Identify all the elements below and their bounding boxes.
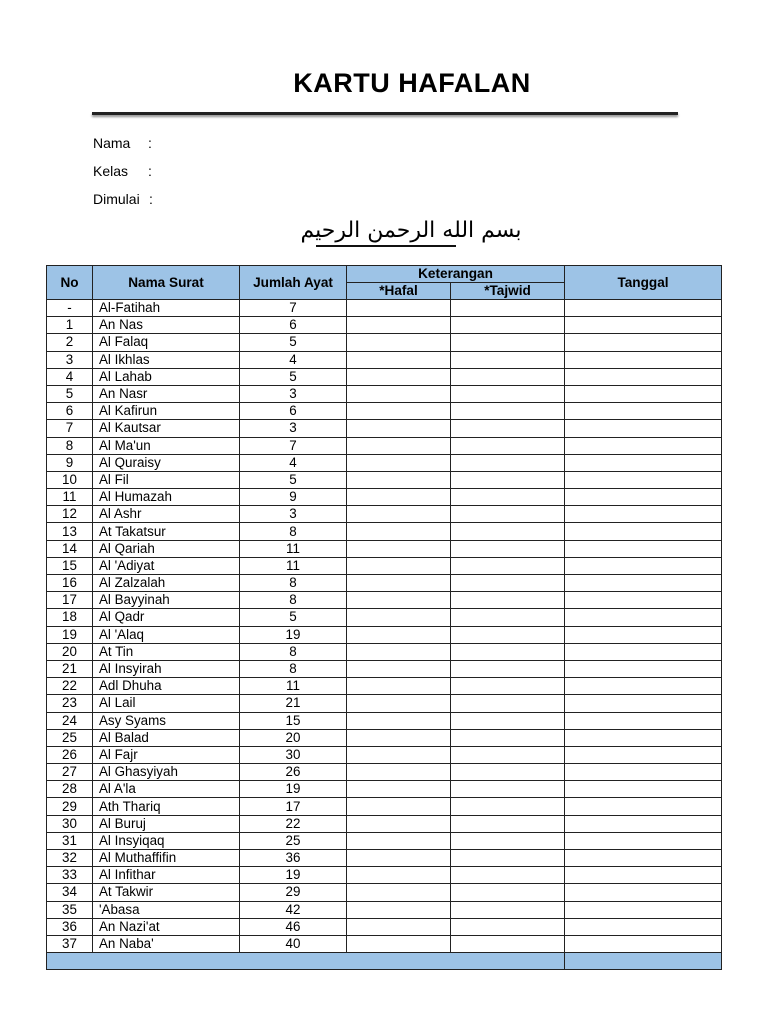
row-tajwid-cell: [451, 540, 565, 557]
row-no: 10: [47, 471, 93, 488]
row-no: 26: [47, 746, 93, 763]
table-row: [47, 403, 722, 420]
row-tanggal-cell: [565, 884, 722, 901]
row-no: 7: [47, 420, 93, 437]
table-row: [47, 437, 722, 454]
row-hafal-cell: [347, 781, 451, 798]
row-tajwid-cell: [451, 351, 565, 368]
row-tanggal-cell: [565, 695, 722, 712]
row-surah-name: Al Muthaffifin: [93, 850, 240, 867]
row-tanggal-cell: [565, 643, 722, 660]
row-tajwid-cell: [451, 575, 565, 592]
row-tanggal-cell: [565, 489, 722, 506]
row-hafal-cell: [347, 489, 451, 506]
row-ayat-count: 25: [240, 832, 347, 849]
row-hafal-cell: [347, 764, 451, 781]
row-no: 34: [47, 884, 93, 901]
row-ayat-count: 4: [240, 351, 347, 368]
row-no: 17: [47, 592, 93, 609]
row-hafal-cell: [347, 884, 451, 901]
row-tajwid-cell: [451, 523, 565, 540]
table-row: [47, 351, 722, 368]
row-no: 15: [47, 557, 93, 574]
table-row: [47, 712, 722, 729]
row-hafal-cell: [347, 746, 451, 763]
row-tanggal-cell: [565, 403, 722, 420]
table-row: [47, 317, 722, 334]
row-tanggal-cell: [565, 850, 722, 867]
row-ayat-count: 3: [240, 506, 347, 523]
row-hafal-cell: [347, 901, 451, 918]
row-hafal-cell: [347, 850, 451, 867]
row-hafal-cell: [347, 575, 451, 592]
row-hafal-cell: [347, 626, 451, 643]
row-surah-name: Al Ikhlas: [93, 351, 240, 368]
row-tanggal-cell: [565, 300, 722, 317]
table-row: [47, 557, 722, 574]
row-hafal-cell: [347, 695, 451, 712]
row-tajwid-cell: [451, 781, 565, 798]
row-tanggal-cell: [565, 764, 722, 781]
row-ayat-count: 46: [240, 918, 347, 935]
row-ayat-count: 3: [240, 420, 347, 437]
row-hafal-cell: [347, 712, 451, 729]
row-tajwid-cell: [451, 506, 565, 523]
row-no: 35: [47, 901, 93, 918]
page-title: KARTU HAFALAN: [293, 68, 531, 98]
row-hafal-cell: [347, 351, 451, 368]
row-tanggal-cell: [565, 918, 722, 935]
row-surah-name: At Tin: [93, 643, 240, 660]
row-surah-name: Al Insyirah: [93, 660, 240, 677]
row-surah-name: Al Balad: [93, 729, 240, 746]
row-surah-name: Asy Syams: [93, 712, 240, 729]
row-no: 27: [47, 764, 93, 781]
row-hafal-cell: [347, 300, 451, 317]
row-hafal-cell: [347, 523, 451, 540]
table-row: [47, 575, 722, 592]
row-no: 25: [47, 729, 93, 746]
row-ayat-count: 9: [240, 489, 347, 506]
table-row: [47, 592, 722, 609]
table-header: [47, 266, 722, 300]
row-tanggal-cell: [565, 317, 722, 334]
row-surah-name: Al 'Alaq: [93, 626, 240, 643]
row-ayat-count: 7: [240, 300, 347, 317]
row-tanggal-cell: [565, 626, 722, 643]
row-surah-name: Al 'Adiyat: [93, 557, 240, 574]
table-footer: [47, 953, 722, 970]
row-ayat-count: 6: [240, 403, 347, 420]
field-label-kelas: Kelas: [93, 163, 129, 179]
table-row: [47, 764, 722, 781]
header-jumlah-ayat: Jumlah Ayat: [240, 266, 347, 300]
basmala-stroke: [316, 245, 456, 247]
row-hafal-cell: [347, 815, 451, 832]
row-surah-name: An Nas: [93, 317, 240, 334]
row-tajwid-cell: [451, 626, 565, 643]
row-surah-name: Al Lahab: [93, 368, 240, 385]
row-surah-name: Al Insyiqaq: [93, 832, 240, 849]
row-tanggal-cell: [565, 781, 722, 798]
table-row: [47, 420, 722, 437]
row-ayat-count: 30: [240, 746, 347, 763]
row-hafal-cell: [347, 540, 451, 557]
table-row: [47, 935, 722, 952]
row-tajwid-cell: [451, 471, 565, 488]
row-no: 24: [47, 712, 93, 729]
row-tanggal-cell: [565, 712, 722, 729]
row-surah-name: Al-Fatihah: [93, 300, 240, 317]
row-surah-name: Adl Dhuha: [93, 678, 240, 695]
row-surah-name: Al Fil: [93, 471, 240, 488]
row-no: 37: [47, 935, 93, 952]
row-tajwid-cell: [451, 317, 565, 334]
row-ayat-count: 40: [240, 935, 347, 952]
row-no: 11: [47, 489, 93, 506]
row-tanggal-cell: [565, 437, 722, 454]
row-tajwid-cell: [451, 712, 565, 729]
row-ayat-count: 6: [240, 317, 347, 334]
header-no: No: [47, 266, 93, 300]
row-tajwid-cell: [451, 592, 565, 609]
row-surah-name: Al Quraisy: [93, 454, 240, 471]
row-hafal-cell: [347, 368, 451, 385]
row-tajwid-cell: [451, 746, 565, 763]
footer-bar: [47, 953, 565, 970]
row-hafal-cell: [347, 660, 451, 677]
row-no: 23: [47, 695, 93, 712]
row-tajwid-cell: [451, 609, 565, 626]
header-tanggal: Tanggal: [565, 266, 722, 300]
row-surah-name: An Naba': [93, 935, 240, 952]
row-tajwid-cell: [451, 729, 565, 746]
row-tanggal-cell: [565, 678, 722, 695]
row-ayat-count: 8: [240, 643, 347, 660]
row-tanggal-cell: [565, 660, 722, 677]
table-row: [47, 660, 722, 677]
row-tanggal-cell: [565, 815, 722, 832]
row-no: 33: [47, 867, 93, 884]
row-ayat-count: 22: [240, 815, 347, 832]
row-hafal-cell: [347, 918, 451, 935]
field-colon-dimulai: :: [149, 191, 153, 207]
table-row: [47, 729, 722, 746]
row-no: 31: [47, 832, 93, 849]
row-ayat-count: 15: [240, 712, 347, 729]
row-surah-name: Al Kautsar: [93, 420, 240, 437]
row-no: 12: [47, 506, 93, 523]
row-hafal-cell: [347, 867, 451, 884]
row-tajwid-cell: [451, 935, 565, 952]
title-divider: [92, 112, 678, 115]
row-surah-name: Al Kafirun: [93, 403, 240, 420]
row-tanggal-cell: [565, 523, 722, 540]
basmala-text: بسم الله الرحمن الرحيم: [300, 218, 522, 243]
row-ayat-count: 4: [240, 454, 347, 471]
row-ayat-count: 8: [240, 660, 347, 677]
row-surah-name: Al Bayyinah: [93, 592, 240, 609]
table-row: [47, 609, 722, 626]
row-surah-name: Al Zalzalah: [93, 575, 240, 592]
row-tajwid-cell: [451, 867, 565, 884]
row-no: 28: [47, 781, 93, 798]
header-nama-surat: Nama Surat: [93, 266, 240, 300]
row-tajwid-cell: [451, 454, 565, 471]
field-colon-kelas: :: [148, 163, 152, 179]
table-row: [47, 471, 722, 488]
row-ayat-count: 8: [240, 575, 347, 592]
row-tajwid-cell: [451, 798, 565, 815]
row-tajwid-cell: [451, 385, 565, 402]
row-no: 21: [47, 660, 93, 677]
row-hafal-cell: [347, 454, 451, 471]
row-surah-name: Al Qadr: [93, 609, 240, 626]
header-keterangan: Keterangan: [347, 266, 565, 283]
row-surah-name: Al Ma'un: [93, 437, 240, 454]
row-hafal-cell: [347, 437, 451, 454]
row-no: 29: [47, 798, 93, 815]
row-tanggal-cell: [565, 334, 722, 351]
row-hafal-cell: [347, 729, 451, 746]
row-tanggal-cell: [565, 935, 722, 952]
table-row: [47, 850, 722, 867]
table-row: [47, 781, 722, 798]
table-row: [47, 334, 722, 351]
table-row: [47, 489, 722, 506]
row-hafal-cell: [347, 317, 451, 334]
row-ayat-count: 19: [240, 626, 347, 643]
row-surah-name: An Nasr: [93, 385, 240, 402]
row-ayat-count: 42: [240, 901, 347, 918]
row-tajwid-cell: [451, 334, 565, 351]
row-tanggal-cell: [565, 746, 722, 763]
row-tajwid-cell: [451, 368, 565, 385]
row-tanggal-cell: [565, 575, 722, 592]
row-tanggal-cell: [565, 506, 722, 523]
row-no: 14: [47, 540, 93, 557]
row-tajwid-cell: [451, 660, 565, 677]
row-no: -: [47, 300, 93, 317]
table-row: [47, 368, 722, 385]
row-surah-name: Ath Thariq: [93, 798, 240, 815]
row-ayat-count: 8: [240, 592, 347, 609]
row-hafal-cell: [347, 420, 451, 437]
row-tajwid-cell: [451, 300, 565, 317]
row-tanggal-cell: [565, 832, 722, 849]
row-hafal-cell: [347, 643, 451, 660]
row-ayat-count: 17: [240, 798, 347, 815]
row-tanggal-cell: [565, 592, 722, 609]
table-body: [47, 300, 722, 953]
row-no: 3: [47, 351, 93, 368]
row-surah-name: Al Fajr: [93, 746, 240, 763]
row-ayat-count: 11: [240, 540, 347, 557]
table-row: [47, 300, 722, 317]
row-hafal-cell: [347, 678, 451, 695]
row-no: 36: [47, 918, 93, 935]
row-ayat-count: 8: [240, 523, 347, 540]
table-row: [47, 626, 722, 643]
row-no: 9: [47, 454, 93, 471]
row-surah-name: Al Buruj: [93, 815, 240, 832]
row-tanggal-cell: [565, 385, 722, 402]
table-row: [47, 815, 722, 832]
table-row: [47, 695, 722, 712]
row-tajwid-cell: [451, 437, 565, 454]
footer-tanggal-cell: [565, 953, 722, 970]
field-colon-nama: :: [148, 135, 152, 151]
row-tajwid-cell: [451, 643, 565, 660]
field-label-nama: Nama: [93, 135, 131, 151]
table-row: [47, 867, 722, 884]
row-hafal-cell: [347, 798, 451, 815]
row-tanggal-cell: [565, 420, 722, 437]
row-tanggal-cell: [565, 798, 722, 815]
row-tajwid-cell: [451, 489, 565, 506]
row-no: 5: [47, 385, 93, 402]
row-no: 19: [47, 626, 93, 643]
row-surah-name: An Nazi'at: [93, 918, 240, 935]
row-surah-name: 'Abasa: [93, 901, 240, 918]
row-hafal-cell: [347, 592, 451, 609]
table-row: [47, 918, 722, 935]
row-no: 6: [47, 403, 93, 420]
table-row: [47, 901, 722, 918]
row-tajwid-cell: [451, 764, 565, 781]
row-surah-name: Al Qariah: [93, 540, 240, 557]
row-ayat-count: 5: [240, 334, 347, 351]
table-row: [47, 746, 722, 763]
row-hafal-cell: [347, 609, 451, 626]
row-ayat-count: 5: [240, 609, 347, 626]
row-tajwid-cell: [451, 850, 565, 867]
row-tanggal-cell: [565, 867, 722, 884]
row-ayat-count: 11: [240, 678, 347, 695]
row-tajwid-cell: [451, 918, 565, 935]
row-tanggal-cell: [565, 609, 722, 626]
row-surah-name: At Takwir: [93, 884, 240, 901]
row-tanggal-cell: [565, 351, 722, 368]
row-tanggal-cell: [565, 901, 722, 918]
table-row: [47, 454, 722, 471]
table-row: [47, 832, 722, 849]
row-ayat-count: 11: [240, 557, 347, 574]
row-surah-name: Al Lail: [93, 695, 240, 712]
row-no: 18: [47, 609, 93, 626]
row-surah-name: Al A'la: [93, 781, 240, 798]
row-ayat-count: 20: [240, 729, 347, 746]
row-no: 20: [47, 643, 93, 660]
row-tajwid-cell: [451, 901, 565, 918]
row-tajwid-cell: [451, 403, 565, 420]
row-ayat-count: 21: [240, 695, 347, 712]
row-no: 13: [47, 523, 93, 540]
row-tajwid-cell: [451, 678, 565, 695]
table-row: [47, 678, 722, 695]
table-row: [47, 884, 722, 901]
table-row: [47, 798, 722, 815]
table-row: [47, 540, 722, 557]
basmala-calligraphy: [296, 218, 526, 254]
row-no: 8: [47, 437, 93, 454]
row-tajwid-cell: [451, 884, 565, 901]
row-no: 2: [47, 334, 93, 351]
row-ayat-count: 36: [240, 850, 347, 867]
row-tanggal-cell: [565, 471, 722, 488]
row-ayat-count: 5: [240, 471, 347, 488]
row-hafal-cell: [347, 506, 451, 523]
row-ayat-count: 29: [240, 884, 347, 901]
row-surah-name: Al Falaq: [93, 334, 240, 351]
row-tajwid-cell: [451, 695, 565, 712]
table-row: [47, 523, 722, 540]
row-hafal-cell: [347, 385, 451, 402]
row-surah-name: Al Ghasyiyah: [93, 764, 240, 781]
row-ayat-count: 5: [240, 368, 347, 385]
row-hafal-cell: [347, 471, 451, 488]
table-row: [47, 643, 722, 660]
header-hafal: *Hafal: [347, 283, 451, 300]
row-no: 4: [47, 368, 93, 385]
row-hafal-cell: [347, 334, 451, 351]
memorization-table: [46, 265, 722, 970]
row-hafal-cell: [347, 935, 451, 952]
row-ayat-count: 19: [240, 781, 347, 798]
table-row: [47, 385, 722, 402]
row-hafal-cell: [347, 557, 451, 574]
row-ayat-count: 7: [240, 437, 347, 454]
row-ayat-count: 3: [240, 385, 347, 402]
row-no: 22: [47, 678, 93, 695]
row-surah-name: Al Humazah: [93, 489, 240, 506]
row-ayat-count: 26: [240, 764, 347, 781]
table-row: [47, 506, 722, 523]
row-ayat-count: 19: [240, 867, 347, 884]
row-tajwid-cell: [451, 420, 565, 437]
row-tajwid-cell: [451, 557, 565, 574]
row-tanggal-cell: [565, 557, 722, 574]
field-label-dimulai: Dimulai: [93, 191, 140, 207]
row-no: 30: [47, 815, 93, 832]
row-surah-name: Al Ashr: [93, 506, 240, 523]
row-tajwid-cell: [451, 832, 565, 849]
row-hafal-cell: [347, 832, 451, 849]
header-tajwid: *Tajwid: [451, 283, 565, 300]
row-tanggal-cell: [565, 454, 722, 471]
row-tanggal-cell: [565, 729, 722, 746]
row-tanggal-cell: [565, 368, 722, 385]
row-surah-name: Al Infithar: [93, 867, 240, 884]
row-no: 1: [47, 317, 93, 334]
row-no: 16: [47, 575, 93, 592]
row-surah-name: At Takatsur: [93, 523, 240, 540]
row-tajwid-cell: [451, 815, 565, 832]
row-tanggal-cell: [565, 540, 722, 557]
row-hafal-cell: [347, 403, 451, 420]
row-no: 32: [47, 850, 93, 867]
